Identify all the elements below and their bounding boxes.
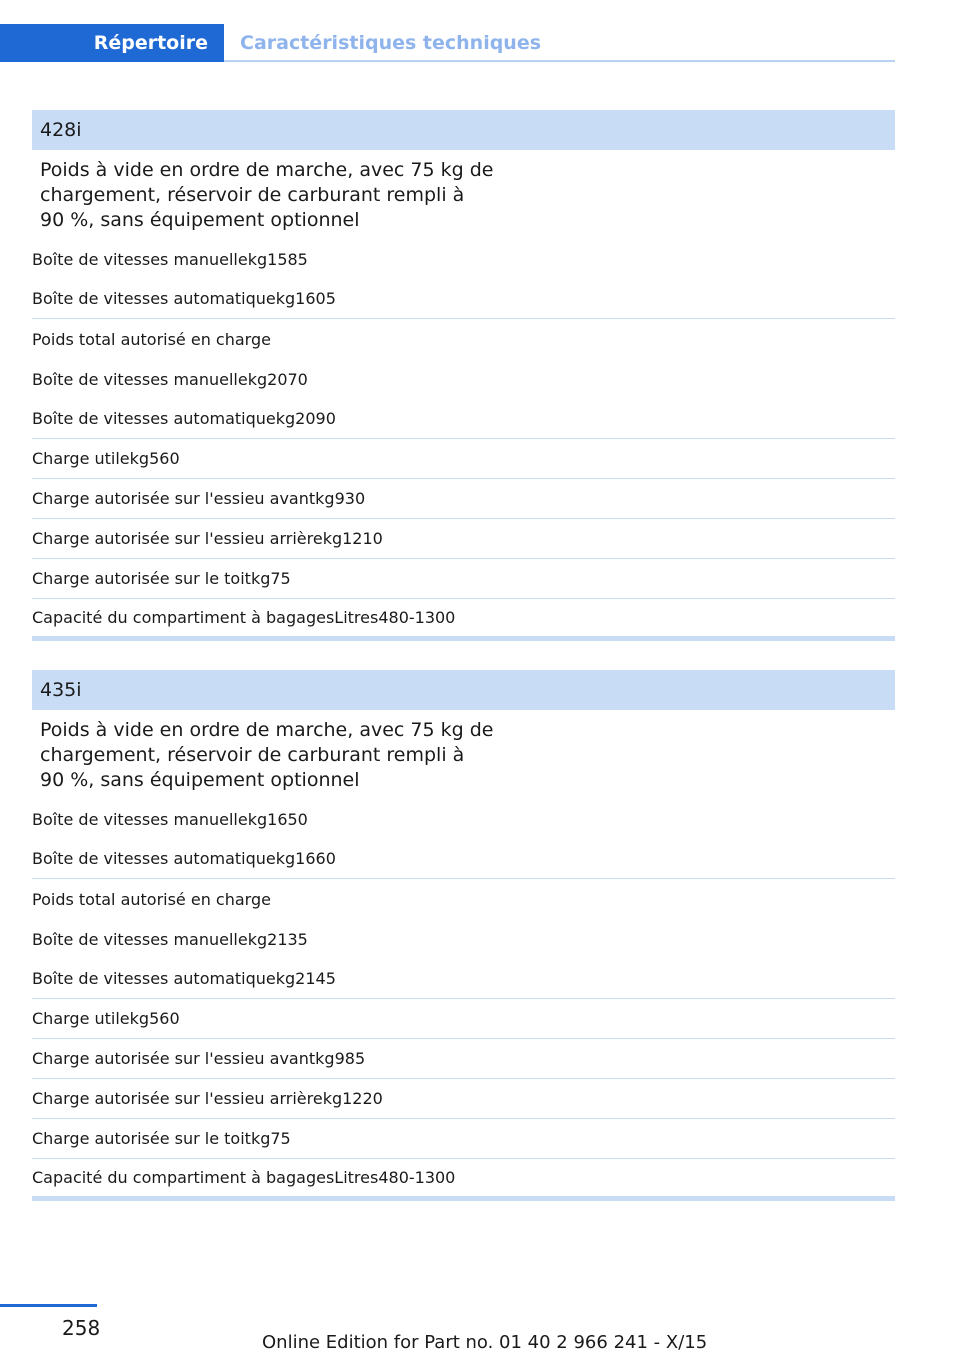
row-value: 985 (334, 1049, 366, 1068)
row-value: 2070 (267, 369, 308, 389)
table-row (32, 1159, 895, 1201)
page-number: 258 (62, 1316, 101, 1340)
table-row (32, 1039, 895, 1079)
total-weight-label: Poids total autorisé en charge (32, 889, 271, 909)
row-value: 75 (270, 569, 291, 588)
row-unit: kg (247, 249, 268, 269)
spec-table-428i (32, 110, 895, 641)
row-value: 1660 (295, 849, 336, 868)
table-row (32, 599, 895, 641)
table-row (32, 1079, 895, 1119)
row-unit: kg (275, 969, 296, 988)
row-label: Charge autorisée sur l'essieu avant (32, 489, 316, 508)
row-label: Boîte de vitesses manuelle (32, 369, 248, 389)
row-unit: kg (129, 449, 150, 468)
tab-caracteristiques-techniques[interactable]: Caractéristiques techniques (240, 32, 542, 54)
model-name: 435i (40, 679, 82, 701)
table-row (32, 559, 895, 599)
table-header-model (32, 110, 895, 150)
row-unit: kg (250, 1129, 271, 1148)
row-label: Charge utile (32, 1009, 130, 1028)
row-unit: kg (315, 1049, 335, 1068)
row-label: Charge autorisée sur le toit (32, 1129, 251, 1148)
row-label: Charge utile (32, 449, 130, 468)
row-value: 1650 (267, 809, 308, 829)
empty-weight-label: Poids à vide en ordre de marche, avec 75 kg de chargement, réservoir de carburant rempli à 90 %, sans équipement optionnel (40, 719, 494, 791)
row-unit: kg (275, 409, 296, 428)
table-row (32, 319, 895, 359)
row-value: 1220 (342, 1089, 383, 1108)
table-row (32, 879, 895, 919)
row-value: 2145 (295, 969, 336, 988)
row-label: Charge autorisée sur le toit (32, 569, 251, 588)
row-unit: Litres (334, 1168, 379, 1187)
model-name: 428i (40, 119, 82, 141)
row-label: Boîte de vitesses automatique (32, 969, 276, 988)
row-value: 2135 (267, 929, 308, 949)
table-row (32, 1119, 895, 1159)
table-row (32, 439, 895, 479)
page-header (0, 24, 895, 62)
row-unit: kg (275, 289, 296, 308)
table-row (32, 799, 895, 839)
row-label: Boîte de vitesses manuelle (32, 809, 248, 829)
table-header-model (32, 670, 895, 710)
edition-text: Online Edition for Part no. 01 40 2 966 241 - X/15 (262, 1332, 708, 1353)
table-row (32, 239, 895, 279)
table-row (32, 479, 895, 519)
row-unit: kg (250, 569, 271, 588)
row-unit: kg (322, 529, 343, 548)
table-row (32, 519, 895, 559)
table-row (32, 959, 895, 999)
row-unit: kg (275, 849, 296, 868)
table-row (32, 279, 895, 319)
row-value: 1210 (342, 529, 383, 548)
footer-accent-line (0, 1304, 97, 1307)
row-label: Boîte de vitesses automatique (32, 409, 276, 428)
row-label: Boîte de vitesses automatique (32, 289, 276, 308)
row-unit: kg (315, 489, 335, 508)
row-unit: kg (247, 369, 268, 389)
row-value: 2090 (295, 409, 336, 428)
row-value: 1605 (295, 289, 336, 308)
row-value: 75 (270, 1129, 291, 1148)
table-row (32, 999, 895, 1039)
row-label: Boîte de vitesses manuelle (32, 249, 248, 269)
row-value: 560 (149, 449, 180, 468)
spec-table-435i (32, 670, 895, 1201)
table-row (32, 399, 895, 439)
row-label: Boîte de vitesses manuelle (32, 929, 248, 949)
row-label: Boîte de vitesses automatique (32, 849, 276, 868)
total-weight-label: Poids total autorisé en charge (32, 329, 271, 349)
row-unit: Litres (334, 608, 379, 627)
tab-repertoire[interactable]: Répertoire (0, 24, 224, 62)
row-label: Capacité du compartiment à bagages (32, 608, 335, 627)
table-row (32, 359, 895, 399)
row-value: 560 (149, 1009, 180, 1028)
row-unit: kg (322, 1089, 343, 1108)
row-value: 1585 (267, 249, 308, 269)
row-value: 930 (334, 489, 366, 508)
empty-weight-label: Poids à vide en ordre de marche, avec 75 kg de chargement, réservoir de carburant rempli à 90 %, sans équipement optionnel (40, 159, 494, 231)
row-label: Charge autorisée sur l'essieu avant (32, 1049, 316, 1068)
table-row (32, 839, 895, 879)
table-row (32, 919, 895, 959)
row-value: 480-1300 (378, 1168, 456, 1187)
row-label: Charge autorisée sur l'essieu arrière (32, 529, 323, 548)
row-unit: kg (129, 1009, 150, 1028)
row-label: Charge autorisée sur l'essieu arrière (32, 1089, 323, 1108)
row-value: 480-1300 (378, 608, 456, 627)
row-label: Capacité du compartiment à bagages (32, 1168, 335, 1187)
row-unit: kg (247, 809, 268, 829)
row-unit: kg (247, 929, 268, 949)
